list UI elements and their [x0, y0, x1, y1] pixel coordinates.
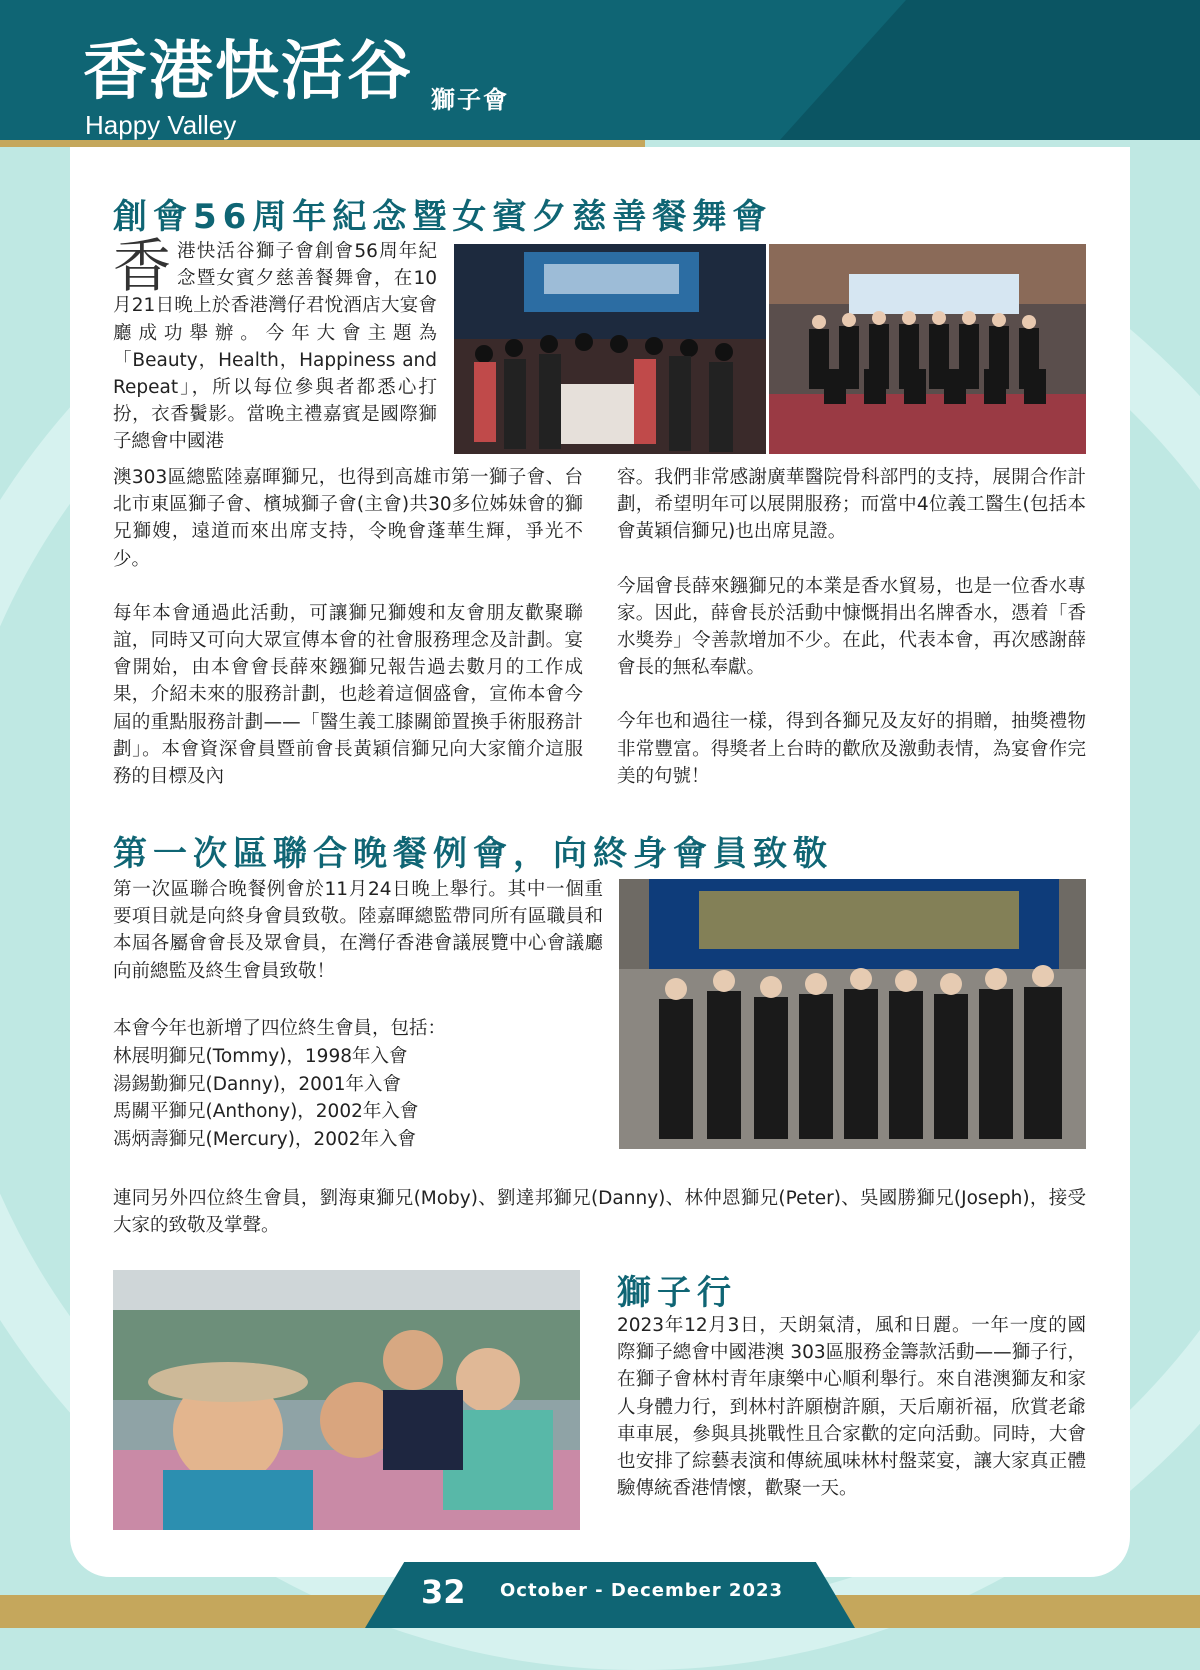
- life-member-item: 湯錫勤獅兄(Danny)，2001年入會: [113, 1073, 401, 1095]
- page-number: 32: [421, 1573, 466, 1611]
- section-title-joint-dinner: 第一次區聯合晚餐例會，向終身會員致敬: [113, 834, 833, 874]
- section-title-anniversary: 創會56周年紀念暨女賓夕慈善餐舞會: [113, 197, 773, 237]
- dropcap: 香: [113, 232, 172, 300]
- life-member-item: 林展明獅兄(Tommy)，1998年入會: [113, 1046, 408, 1067]
- life-member-item: 馬關平獅兄(Anthony)，2002年入會: [113, 1101, 419, 1122]
- section2-paragraph: 連同另外四位終生會員，劉海東獅兄(Moby)、劉達邦獅兄(Danny)、林仲恩獅兄(Peter)、吳國勝獅兄(Joseph)，接受大家的致敬及掌聲。: [113, 1188, 1086, 1237]
- photo-gala-members: [769, 244, 1086, 454]
- header-gold-rule: [0, 140, 645, 147]
- section2-paragraph: 本會今年也新增了四位終生會員，包括：: [113, 1018, 447, 1039]
- club-title-suffix: 獅子會: [431, 86, 509, 114]
- section2-paragraph: 第一次區聯合晚餐例會於11月24日晚上舉行。其中一個重要項目就是向終身會員致敬。陸嘉暉總監帶同所有區職員和本屆各屬會會長及眾會員，在灣仔香港會議展覽中心會議廳向前總監及終生會員致敬！: [113, 879, 603, 982]
- section1-paragraph: 今年也和過往一樣，得到各獅兄及友好的捐贈，抽獎禮物非常豐富。得獎者上台時的歡欣及激動表情，為宴會作完美的句號！: [617, 711, 1086, 787]
- section3-paragraph: 2023年12月3日，天朗氣清，風和日麗。一年一度的國際獅子總會中國港澳 303區服務金籌款活動——獅子行，在獅子會林村青年康樂中心順利舉行。來自港澳獅友和家人身體力行，到林村許願樹許願，天后廟祈福，欣賞老爺車車展，參與具挑戰性且合家歡的定向活動。同時，大會也安排了綜藝表演和傳統風味林村盤菜宴，讓大家真正體驗傳統香港情懷，歡聚一天。: [617, 1315, 1086, 1500]
- section1-paragraph: 容。我們非常感謝廣華醫院骨科部門的支持，展開合作計劃，希望明年可以展開服務；而當中4位義工醫生(包括本會黃穎信獅兄)也出席見證。: [617, 467, 1086, 543]
- life-member-item: 馮炳壽獅兄(Mercury)，2002年入會: [113, 1128, 417, 1150]
- section1-paragraph: 澳303區總監陸嘉暉獅兄，也得到高雄市第一獅子會、台北市東區獅子會、檳城獅子會(主會)共30多位姊妹會的獅兄獅嫂，遠道而來出席支持，令晚會蓬華生輝，爭光不少。: [113, 467, 583, 570]
- section1-paragraph: 每年本會通過此活動，可讓獅兄獅嫂和友會朋友歡聚聯誼，同時又可向大眾宣傳本會的社會服務理念及計劃。宴會開始，由本會會長薛來鏹獅兄報告過去數月的工作成果，介紹未來的服務計劃，也趁着這個盛會，宣佈本會今屆的重點服務計劃——「醫生義工膝關節置換手術服務計劃」。本會資深會員暨前會長黃穎信獅兄向大家簡介這服務的目標及內: [113, 602, 583, 788]
- photo-gala-group: [454, 244, 766, 454]
- section1-paragraph: 今屆會長薛來鏹獅兄的本業是香水貿易，也是一位香水專家。因此，薛會長於活動中慷慨捐出名牌香水，憑着「香水獎券」令善款增加不少。在此，代表本會，再次感謝薛會長的無私奉獻。: [617, 575, 1086, 679]
- section1-right-column: [617, 464, 1086, 790]
- club-title: 香港快活谷: [83, 35, 413, 109]
- section-title-lions-walk: 獅子行: [617, 1273, 737, 1313]
- life-members-list: [113, 1043, 418, 1153]
- club-english-name: Happy Valley: [85, 110, 237, 140]
- section1-intro: [113, 232, 437, 456]
- photo-lions-walk-selfie: [113, 1270, 580, 1530]
- photo-life-members-tribute: [619, 879, 1086, 1149]
- issue-date: October - December 2023: [500, 1580, 784, 1601]
- section1-intro-text: 港快活谷獅子會創會56周年紀念暨女賓夕慈善餐舞會，在10月21日晚上於香港灣仔君悅酒店大宴會廳成功舉辦。今年大會主題為「Beauty，Health，Happiness and Repeat」，所以每位參與者都悉心打扮，衣香鬢影。當晚主禮嘉賓是國際獅子總會中國港: [113, 241, 437, 453]
- section1-left-column: [113, 464, 583, 790]
